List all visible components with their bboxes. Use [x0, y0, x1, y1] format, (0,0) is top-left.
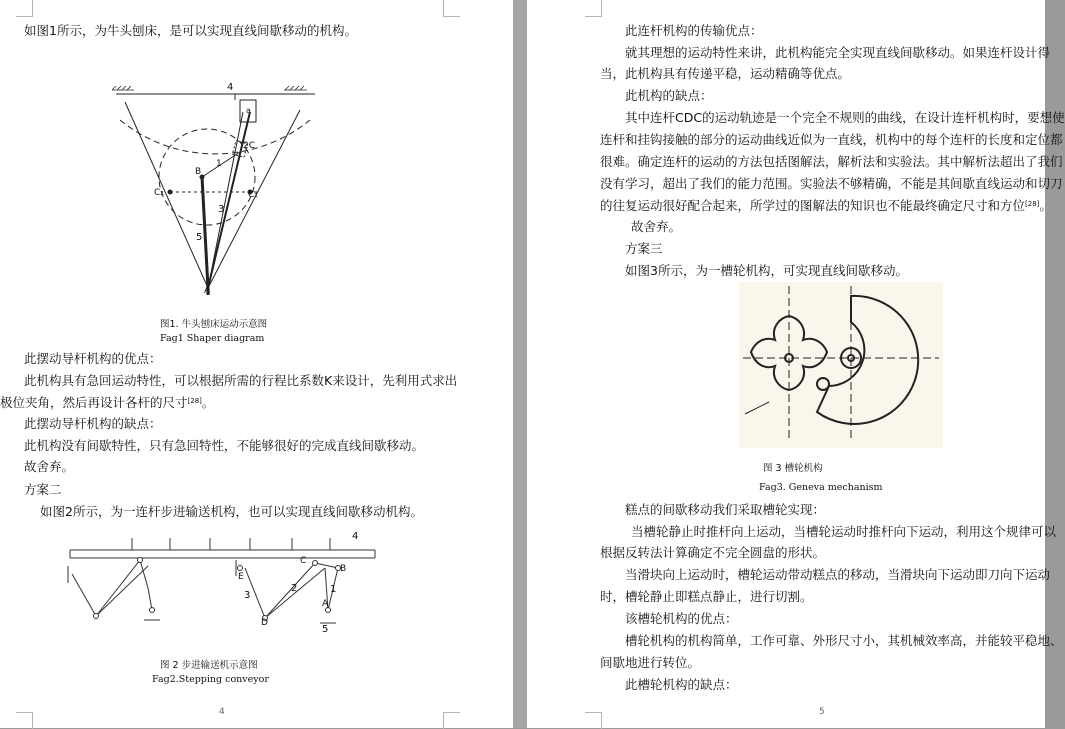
citation: [28] — [187, 397, 202, 405]
page-number: 5 — [819, 707, 825, 717]
paragraph: 此机构的缺点： — [625, 88, 713, 103]
fig2-label: 3 — [244, 590, 251, 601]
paragraph: 的往复运动很好配合起来，所学过的图解法的知识也不能最终确定尺寸和方位[28]。 — [600, 198, 1052, 213]
fig2-label: D — [261, 618, 268, 628]
fig1-label: 5 — [196, 232, 203, 243]
paragraph-text: 的往复运动很好配合起来，所学过的图解法的知识也不能最终确定尺寸和方位 — [600, 198, 1026, 213]
paragraph: 当滑块向上运动时，槽轮运动带动糕点的移动，当滑块向下运动即刀向下运动 — [625, 567, 1051, 582]
paragraph: 间歇地进行转位。 — [600, 655, 701, 670]
paragraph: 此槽轮机构的缺点： — [625, 677, 738, 692]
paragraph: 此机构具有急回运动特性，可以根据所需的行程比系数K来设计，先利用式求出 — [24, 373, 458, 388]
section-heading: 方案二 — [24, 482, 62, 497]
paragraph: 此机构没有间歇特性，只有急回特性，不能够很好的完成直线间歇移动。 — [24, 438, 425, 453]
figure-1-caption-cn: 图1. 牛头刨床运动示意图 — [160, 319, 268, 330]
paragraph: 很难。确定连杆的运动的方法包括图解法，解析法和实验法。其中解析法超出了我们 — [600, 154, 1063, 169]
paragraph: 如图3所示，为一槽轮机构，可实现直线间歇移动。 — [625, 263, 908, 278]
paragraph: 极位夹角，然后再设计各杆的尺寸[28]。 — [0, 395, 215, 410]
paragraph: 故舍弃。 — [631, 219, 682, 234]
figure-3-caption-en: Fag3. Geneva mechanism — [759, 482, 883, 493]
page-number: 4 — [219, 707, 225, 717]
figure-3-geneva-mechanism — [739, 282, 943, 448]
paragraph: 根据反转法计算确定不完全圆盘的形状。 — [600, 545, 826, 560]
fig1-label: A — [204, 286, 211, 296]
fig1-label: a — [246, 106, 251, 115]
crop-mark — [443, 712, 460, 729]
fig2-label: 4 — [352, 531, 359, 542]
crop-mark — [16, 0, 33, 17]
paragraph: 如图2所示，为一连杆步进输送机构，也可以实现直线间歇移动机构。 — [40, 504, 423, 519]
fig2-label: B — [340, 564, 347, 574]
page-4 — [0, 0, 513, 728]
paragraph: 槽轮机构的机构简单，工作可靠、外形尺寸小，其机械效率高，并能较平稳地、 — [625, 633, 1063, 648]
fig1-label: 2C — [243, 141, 256, 151]
fig1-label: 4 — [227, 82, 234, 93]
figure-2-caption-en: Fag2.Stepping conveyor — [152, 674, 269, 685]
fig1-label: C₂ — [154, 188, 164, 198]
paragraph: 此摆动导杆机构的缺点： — [24, 416, 162, 431]
fig2-label: 2 — [291, 583, 298, 594]
crop-mark — [443, 0, 460, 17]
paragraph: 没有学习，超出了我们的能力范围。实验法不够精确，不能是其间歇直线运动和切刀 — [600, 176, 1063, 191]
paragraph: 连杆和挂钩接触的部分的运动曲线近似为一直线，机构中的每个连杆的长度和定位都 — [600, 132, 1063, 147]
figure-1-shaper-diagram — [110, 80, 325, 300]
paragraph: 糕点的间歇移动我们采取槽轮实现： — [625, 502, 826, 517]
fig2-label: 1 — [330, 584, 337, 595]
fig2-label: A — [322, 599, 329, 609]
fig1-label: C₁ — [248, 190, 258, 200]
figure-2-caption-cn: 图 2 步进输送机示意图 — [160, 660, 258, 671]
paragraph: 此连杆机构的传输优点： — [625, 23, 763, 38]
paragraph: 如图1所示，为牛头刨床，是可以实现直线间歇移动的机构。 — [24, 23, 357, 38]
crop-mark — [16, 712, 33, 729]
fig2-label: C — [300, 556, 307, 566]
crop-mark — [585, 712, 602, 729]
section-heading: 方案三 — [625, 241, 663, 256]
paragraph: 故舍弃。 — [24, 459, 75, 474]
paragraph: 此摆动导杆机构的优点： — [24, 351, 162, 366]
paragraph: 该槽轮机构的优点： — [625, 611, 738, 626]
fig1-label: B — [195, 167, 202, 177]
page-5 — [527, 0, 1065, 728]
fig2-label: 5 — [322, 624, 329, 635]
figure-3-caption-cn: 图 3 槽轮机构 — [763, 463, 823, 474]
paragraph: 其中连杆CDC的运动轨迹是一个完全不规则的曲线，在设计连杆机构时，要想使 — [625, 110, 1065, 125]
fig1-label: 1 — [216, 159, 222, 169]
paragraph-text: 极位夹角，然后再设计各杆的尺寸 — [0, 395, 188, 410]
paragraph: 当，此机构具有传递平稳，运动精确等优点。 — [600, 66, 851, 81]
crop-mark — [585, 0, 602, 17]
paragraph: 就其理想的运动特性来讲，此机构能完全实现直线间歇移动。如果连杆设计得 — [625, 45, 1051, 60]
figure-1-caption-en: Fag1 Shaper diagram — [160, 333, 265, 344]
paragraph: 时，槽轮静止即糕点静止，进行切割。 — [600, 589, 813, 604]
page-gap — [513, 0, 527, 728]
fig2-label: E — [238, 572, 244, 582]
citation: [28] — [1025, 200, 1040, 208]
paragraph: 当槽轮静止时推杆向上运动，当槽轮运动时推杆向下运动，利用这个规律可以 — [631, 524, 1057, 539]
fig1-label: 3 — [218, 204, 225, 215]
